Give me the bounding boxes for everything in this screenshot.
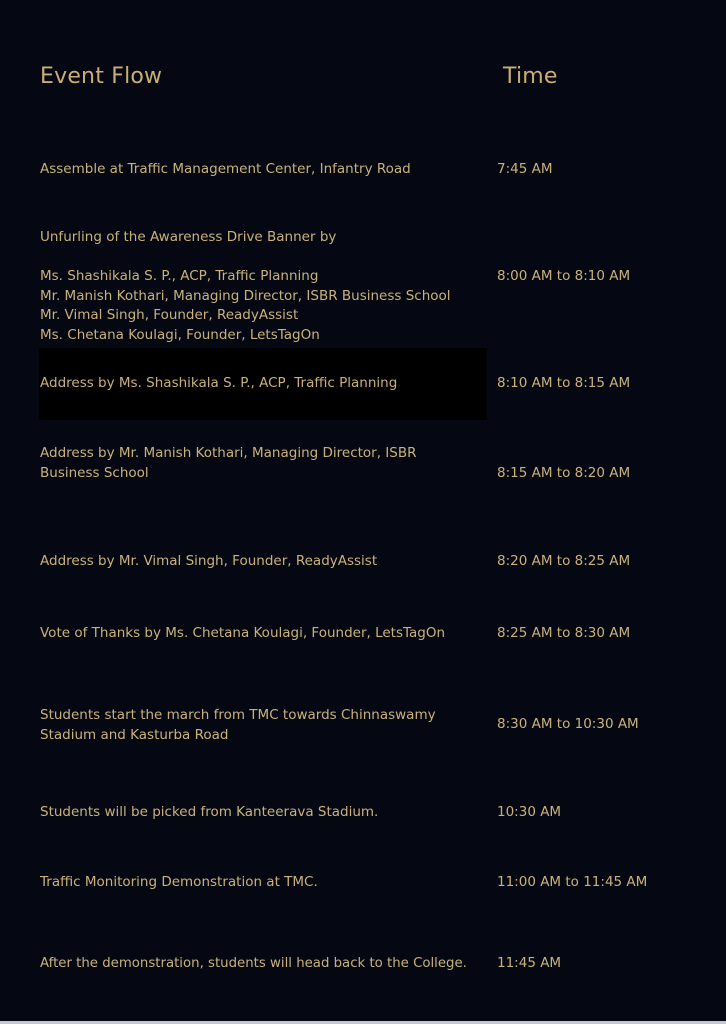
event-march-start-line-1: Students start the march from TMC towards Chinnaswamy [40,707,436,723]
time-address-shashikala: 8:10 AM to 8:15 AM [497,375,631,391]
banner-person-1: Ms. Shashikala S. P., ACP, Traffic Planning [40,268,319,284]
event-vote-of-thanks: Vote of Thanks by Ms. Chetana Koulagi, Founder, LetsTagOn [40,625,446,641]
event-address-vimal: Address by Mr. Vimal Singh, Founder, ReadyAssist [40,553,378,569]
event-pickup: Students will be picked from Kanteerava Stadium. [40,804,379,820]
time-address-vimal: 8:20 AM to 8:25 AM [497,553,631,569]
event-assemble: Assemble at Traffic Management Center, Infantry Road [40,161,411,177]
time-address-manish: 8:15 AM to 8:20 AM [497,465,631,481]
event-banner-intro: Unfurling of the Awareness Drive Banner by [40,229,337,245]
event-banner-unfurling [40,228,480,345]
banner-person-2: Mr. Manish Kothari, Managing Director, ISBR Business School [40,287,451,304]
event-monitoring-demo: Traffic Monitoring Demonstration at TMC. [40,874,318,890]
banner-person-3: Mr. Vimal Singh, Founder, ReadyAssist [40,307,299,323]
event-flow-heading: Event Flow [40,64,163,89]
time-heading: Time [503,64,558,89]
banner-person-4: Ms. Chetana Koulagi, Founder, LetsTagOn [40,326,320,343]
event-march-start [40,706,480,745]
event-address-manish-line-1: Address by Mr. Manish Kothari, Managing Director, ISBR [40,445,417,461]
time-banner-unfurling: 8:00 AM to 8:10 AM [497,268,631,284]
event-address-shashikala: Address by Ms. Shashikala S. P., ACP, Traffic Planning [40,375,398,391]
time-march-start: 8:30 AM to 10:30 AM [497,716,639,732]
time-vote-of-thanks: 8:25 AM to 8:30 AM [497,625,631,641]
event-march-start-line-2: Stadium and Kasturba Road [40,726,229,743]
event-address-manish-line-2: Business School [40,464,149,481]
time-assemble: 7:45 AM [497,161,553,177]
event-return-college: After the demonstration, students will head back to the College. [40,956,467,971]
time-pickup: 10:30 AM [497,804,562,820]
time-monitoring-demo: 11:00 AM to 11:45 AM [497,874,648,890]
time-return-college: 11:45 AM [497,955,562,971]
event-address-manish [40,444,480,483]
